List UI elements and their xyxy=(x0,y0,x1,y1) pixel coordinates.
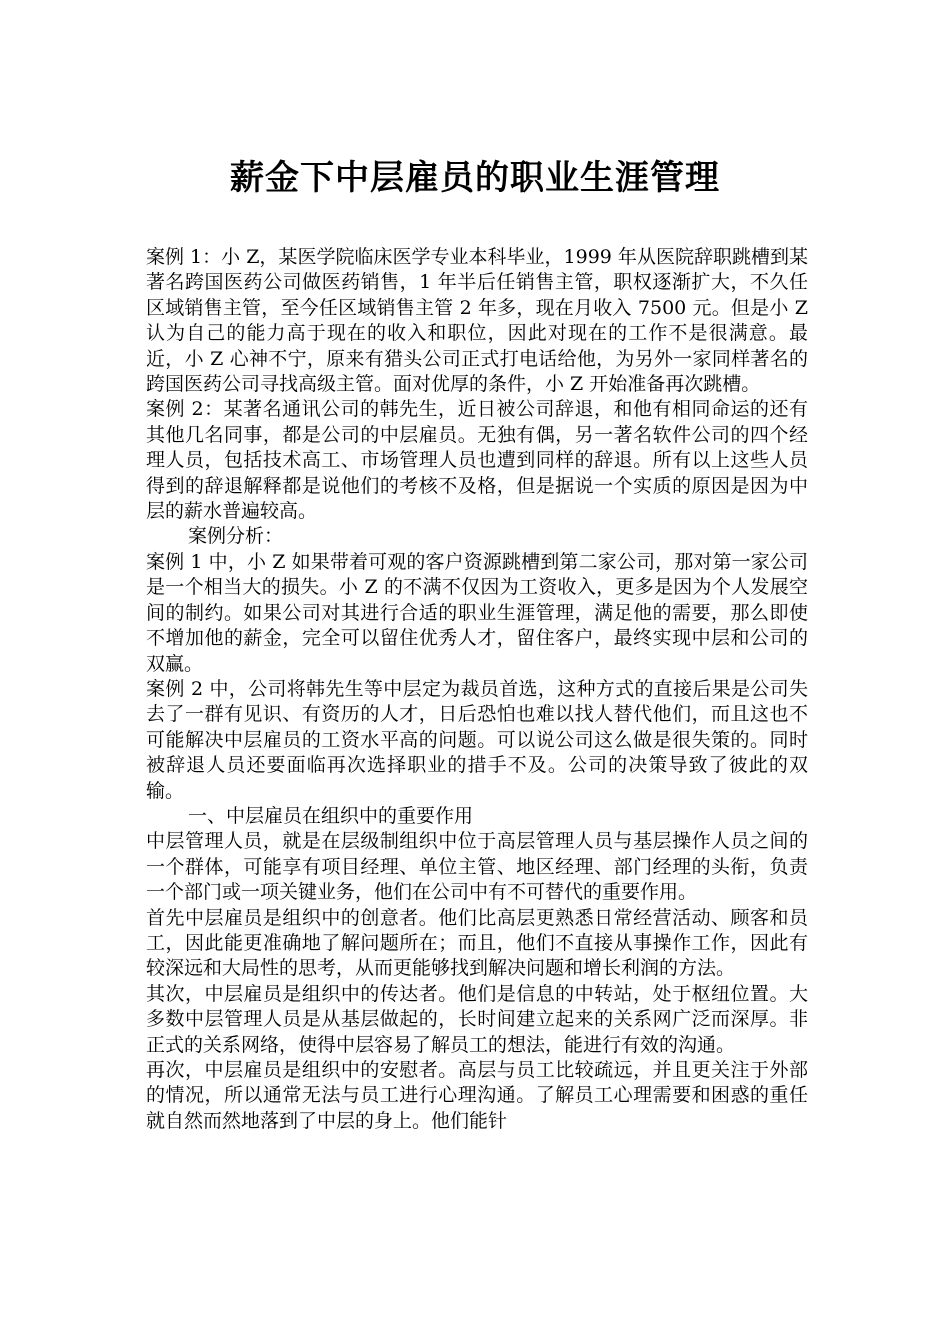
document-body xyxy=(146,245,808,1134)
section-heading-1: 一、中层雇员在组织中的重要作用 xyxy=(188,804,474,827)
document-title: 薪金下中层雇员的职业生涯管理 xyxy=(230,158,720,198)
paragraph-analysis-case-1: 案例 1 中，小 Z 如果带着可观的客户资源跳槽到第二家公司，那对第一家公司是一个相当大的损失。小 Z 的不满不仅因为工资收入，更多是因为个人发展空间的制约。如果公司对其进行合适的职业生涯管理，满足他的需要，那么即使不增加他的薪金，完全可以留住优秀人才，留住客户，最终实现中层和公司的双赢。 xyxy=(146,550,808,675)
heading-case-analysis: 案例分析： xyxy=(188,525,284,548)
paragraph-first-role: 首先中层雇员是组织中的创意者。他们比高层更熟悉日常经营活动、顾客和员工，因此能更准确地了解问题所在；而且，他们不直接从事操作工作，因此有较深远和大局性的思考，从而更能够找到解决问题和增长利润的方法。 xyxy=(146,906,808,980)
paragraph-case-1: 案例 1：小 Z，某医学院临床医学专业本科毕业，1999 年从医院辞职跳槽到某著名跨国医药公司做医药销售，1 年半后任销售主管，职权逐渐扩大，不久任区域销售主管，至今任区域销售主管 2 年多，现在月收入 7500 元。但是小 Z 认为自己的能力高于现在的收入和职位，因此对现在的工作不是很满意。最近，小 Z 心神不宁，原来有猎头公司正式打电话给他，为另外一家同样著名的跨国医药公司寻找高级主管。面对优厚的条件，小 Z 开始准备再次跳槽。 xyxy=(146,246,808,396)
paragraph-middle-managers: 中层管理人员，就是在层级制组织中位于高层管理人员与基层操作人员之间的一个群体，可能享有项目经理、单位主管、地区经理、部门经理的头衔，负责一个部门或一项关键业务，他们在公司中有不可替代的重要作用。 xyxy=(146,830,808,904)
paragraph-third-role: 再次，中层雇员是组织中的安慰者。高层与员工比较疏远，并且更关注于外部的情况，所以通常无法与员工进行心理沟通。了解员工心理需要和困惑的重任就自然而然地落到了中层的身上。他们能针 xyxy=(146,1059,808,1132)
paragraph-case-2: 案例 2：某著名通讯公司的韩先生，近日被公司辞退，和他有相同命运的还有其他几名同事，都是公司的中层雇员。无独有偶，另一著名软件公司的四个经理人员，包括技术高工、市场管理人员也遭到同样的辞退。所有以上这些人员得到的辞退解释都是说他们的考核不及格，但是据说一个实质的原因是因为中层的薪水普遍较高。 xyxy=(146,398,808,523)
paragraph-analysis-case-2: 案例 2 中，公司将韩先生等中层定为裁员首选，这种方式的直接后果是公司失去了一群有见识、有资历的人才，日后恐怕也难以找人替代他们，而且这也不可能解决中层雇员的工资水平高的问题。可以说公司这么做是很失策的。同时被辞退人员还要面临再次选择职业的措手不及。公司的决策导致了彼此的双输。 xyxy=(146,677,808,802)
paragraph-second-role: 其次，中层雇员是组织中的传达者。他们是信息的中转站，处于枢纽位置。大多数中层管理人员是从基层做起的，长时间建立起来的关系网广泛而深厚。非正式的关系网络，使得中层容易了解员工的想法，能进行有效的沟通。 xyxy=(146,982,808,1056)
